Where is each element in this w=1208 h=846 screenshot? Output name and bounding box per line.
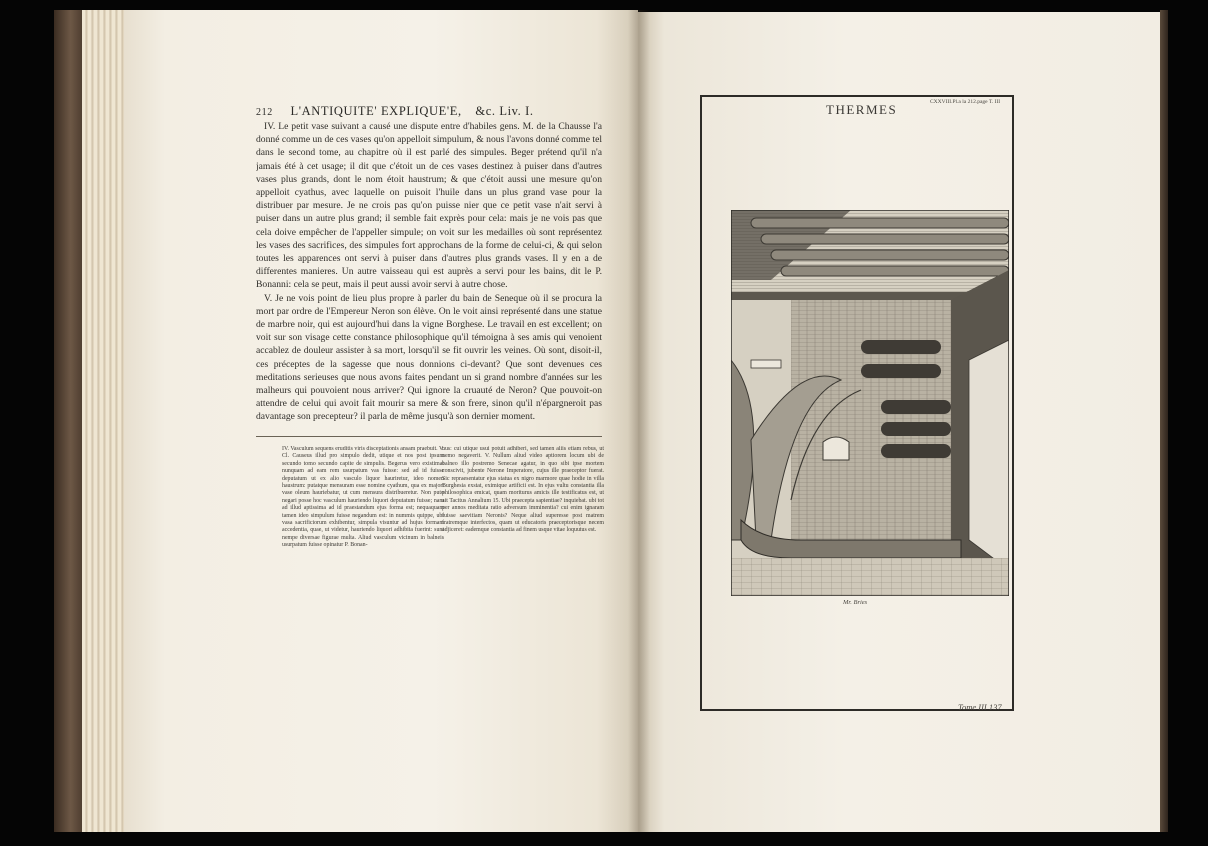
paragraph-v: V. Je ne vois point de lieu plus propre à parler du bain de Seneque où il se procura la mort par ordre de l'Empereur Neron son élève. On le voit ainsi représenté dans une statue de marbre noir, qui est aujourd'hui dans la vigne Borghese. Le travail en est excellent; on voit sur son visage cette constance philosophique qu'il témoigna à ses amis qui venoient accablez de douleur assister à sa mort, lorsqu'il se fit ouvrir les veines. Où sont, disoit-il, ces préceptes de la sagesse que nous donnions ci-devant? Que sont devenues ces meditations serieuses que nous avons faites pendant un si grand nombre d'années sur les malheurs qui pouvoient nous arriver? Qui ignore la cruauté de Neron? Que pouvoit-on attendre de celui qui avoit fait mourir sa mere & son frere, sinon qu'il n'épargneroit pas davantage son precepteur? il parla de même jusqu'à son dernier moment. [256, 292, 602, 423]
running-title-suffix: &c. Liv. I. [475, 104, 534, 118]
running-header [256, 104, 616, 120]
plate-title: THERMES [826, 102, 898, 117]
page-footer-right: Tome III 137 [958, 702, 1002, 712]
footnote-divider [256, 436, 602, 437]
main-text [256, 120, 602, 426]
latin-notes-column-2 [442, 446, 604, 596]
paragraph-iv: IV. Le petit vase suivant a causé une dispute entre d'habiles gens. M. de la Chausse l'a donné comme un de ces vases qu'on appelloit simpulum, & nous l'avons donné comme tel dans le second tome, au chapitre où il est parlé des simpules. Beger prétend qu'il n'a jamais été à cet usage; il dit que c'étoit un de ces vases destinez à puiser dans d'autres vases plus grands, dont le nom étoit haustrum; & que c'étoit aussi une mesure qu'on appelloit cyathus, avec laquelle on puisoit l'huile dans un plus grand vase pour la distribuer par mesure. Je ne crois pas qu'on puisse nier que ce petit vase n'ait servi à puiser dans un autre plus grand; il semble fait exprès pour cela: mais je ne vois pas que cela doive empêcher de l'appeller simpule; on voit sur les medailles où sont représentez les vases des sacrifices, des simpules fort approchans de la forme de celui-ci, & qui selon toutes les apparences ont servi à puiser dans d'autres plus grands vases. Il y en a de differentes manieres. Un autre vaisseau qui est auprès a servi pour les bains, dit le P. Bonanni: cela se peut, mais il peut aussi avoir servi à autre chose. [256, 121, 602, 291]
artist-signature: Mr. Bries [843, 599, 868, 606]
bath-engraving [731, 210, 1009, 596]
page-edges [82, 10, 126, 832]
book-gutter [628, 10, 650, 832]
book-cover-left [54, 10, 84, 832]
page-number-left: 212 [256, 107, 273, 118]
plate-reference: CXXVIII.Pl.a la 212.page T. III [930, 99, 1001, 105]
latin-note-text: nus: cui utique usui potuit adhiberi, sed tamen aliis etiam rebus, ut nemo negaverit. V. Nullum aliud video aptiorem locum ubi de balneo illo postremo Senecae agatur, in quo sibi ipse mortem conscivit, jubente Nerone Imperatore, cujus ille praeceptor fuerat. Sic repraesentatur ejus statua ex nigro marmore quae hodie in villa Burghesia exstat, eximique artificii est. In ejus vultu constantia illa philosophica emicat, quam moriturus amicis ille testificatus est, ut ait Tacitus Annalium 15. Ubi praecepta sapientiae? inquiebat. ubi tot per annos meditata ratio adversum imminentia? cui enim ignaram fuisse saevitiam Neronis? Neque aliud superesse post matrem fratremque interfectos, quam ut educatoris praeceptorisque necem adjiceret: eademque constantia ad finem usque vitae loquutus est. [442, 446, 604, 534]
latin-notes-column-1 [282, 446, 444, 596]
latin-note-text: IV. Vasculum sequens eruditis viris disceptationis ansam praebuit. V. Cl. Causeus illud pro simpulo dedit, utique et nos post ipsum secundo tomo secundo capite de simpulis. Begerus vero existimat nunquam ad eam rem usurpatum vas fuisse: sed ad id fuisse deputatum ut ex alio vasculo liquor hauriretur, ideo nomen haustrum: putatque mensuram esse nomine cyathum, qua ex majori vase oleum hauriebatur, ut cum mensura distribueretur. Non puto negari posse hoc vasculum hauriendo liquori deputatum fuisse; nam ad illud aptissima ad id praestandum ejus forma est; nequaquam tamen ideo simpulum fuisse negandum est: in nummis quippe, ubi vasa sacrificiorum exhibentur, simpula visuntur ad hujus formam accedentia, quae, ut videtur, hauriendo liquori adhibita fuerint: sunt nempe diversae figurae multa. Aliud vasculum vicinum in balneis usurpatum fuisse opinatur P. Bonan- [282, 446, 444, 549]
book-cover-right [1160, 10, 1168, 832]
running-title: L'ANTIQUITE' EXPLIQUE'E, [290, 104, 462, 118]
